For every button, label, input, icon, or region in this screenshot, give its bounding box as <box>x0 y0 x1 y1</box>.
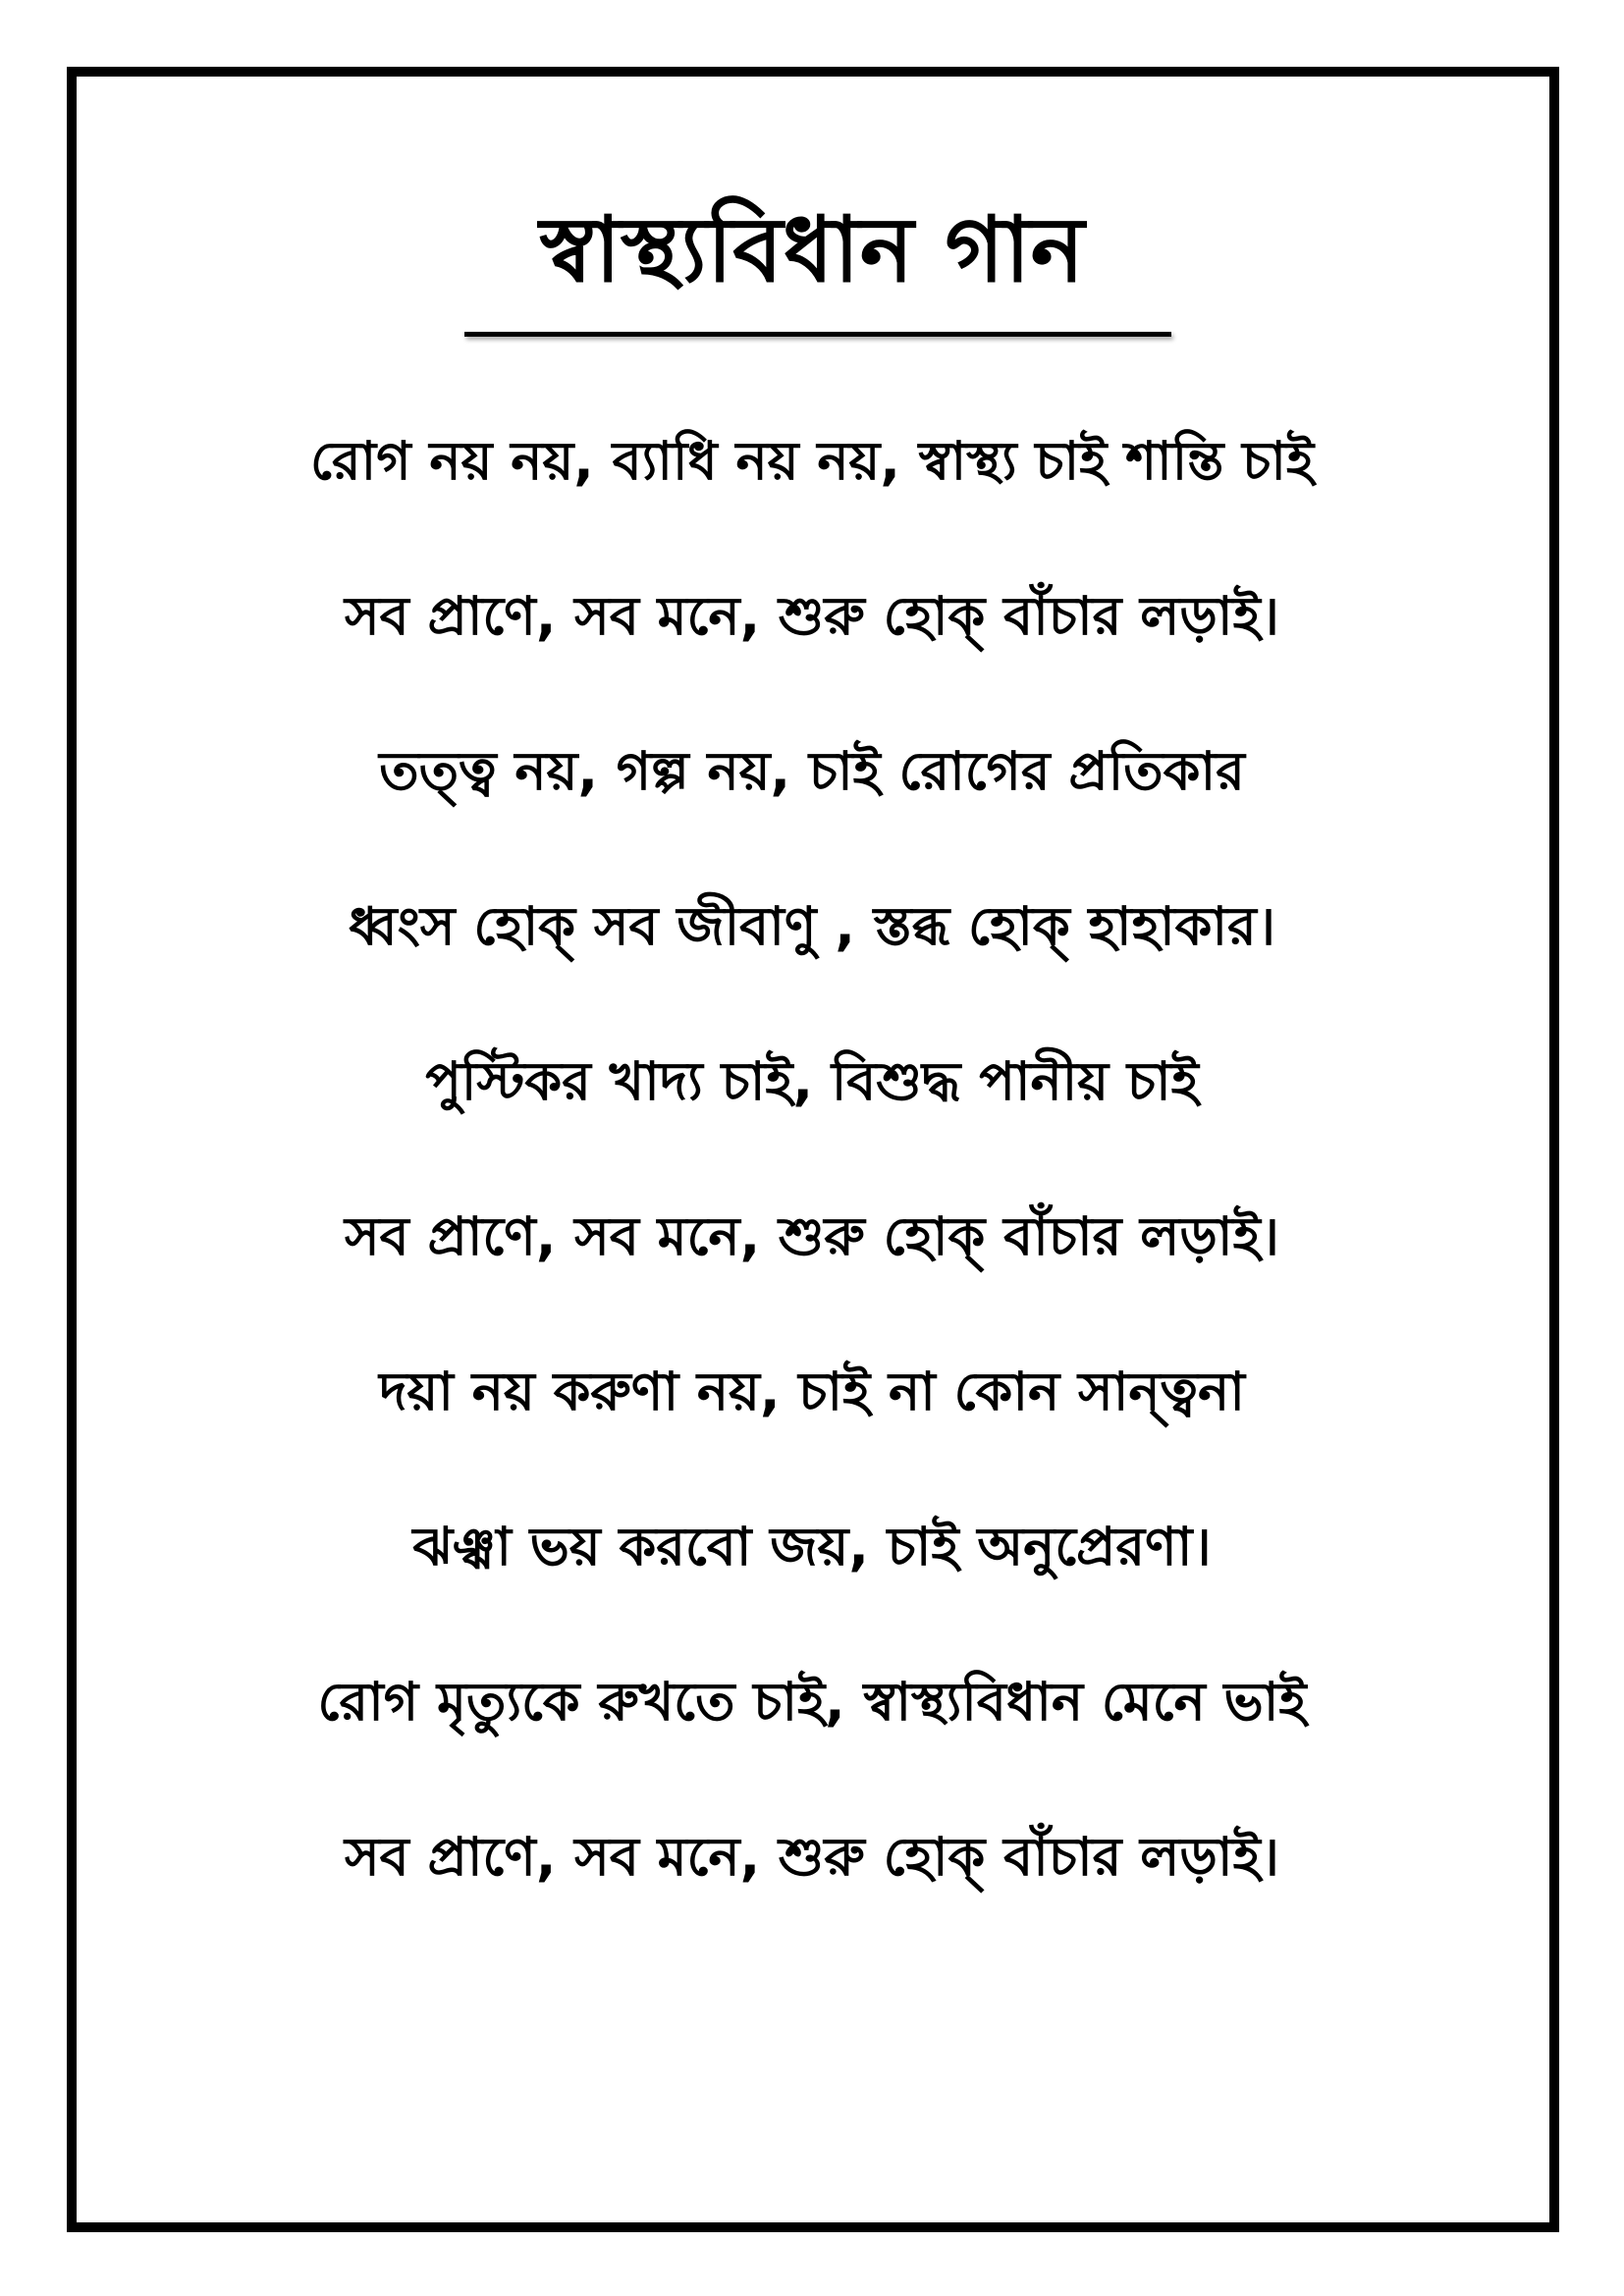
lyric-line: দয়া নয় করুণা নয়, চাই না কোন সান্ত্বনা <box>379 1361 1245 1422</box>
lyric-line: সব প্রাণে, সব মনে, শুরু হোক্ বাঁচার লড়াই। <box>344 1826 1279 1888</box>
lyric-line: সব প্রাণে, সব মনে, শুরু হোক্ বাঁচার লড়াই। <box>344 585 1279 647</box>
lyrics-list <box>0 412 1624 1963</box>
song-title: স্বাস্থ্যবিধান গান <box>539 197 1085 302</box>
lyric-line: ধ্বংস হোক্ সব জীবাণু , স্তব্ধ হোক্ হাহাকার। <box>348 895 1276 957</box>
lyric-line: পুস্টিকর খাদ্য চাই, বিশুদ্ধ পানীয় চাই <box>425 1050 1199 1112</box>
title-underline <box>464 332 1171 337</box>
lyric-line: রোগ নয় নয়, ব্যাধি নয় নয়, স্বাস্থ্য চাই শান্তি চাই <box>309 430 1315 492</box>
lyric-line: সব প্রাণে, সব মনে, শুরু হোক্ বাঁচার লড়াই। <box>344 1205 1279 1267</box>
lyric-line: তত্ত্ব নয়, গল্প নয়, চাই রোগের প্রতিকার <box>379 740 1245 802</box>
lyric-line: রোগ মৃত্যুকে রুখতে চাই, স্বাস্থ্যবিধান মেনে ভাই <box>317 1671 1307 1733</box>
lyric-line: ঝঞ্ঝা ভয় করবো জয়, চাই অনুপ্রেরণা। <box>412 1516 1212 1577</box>
